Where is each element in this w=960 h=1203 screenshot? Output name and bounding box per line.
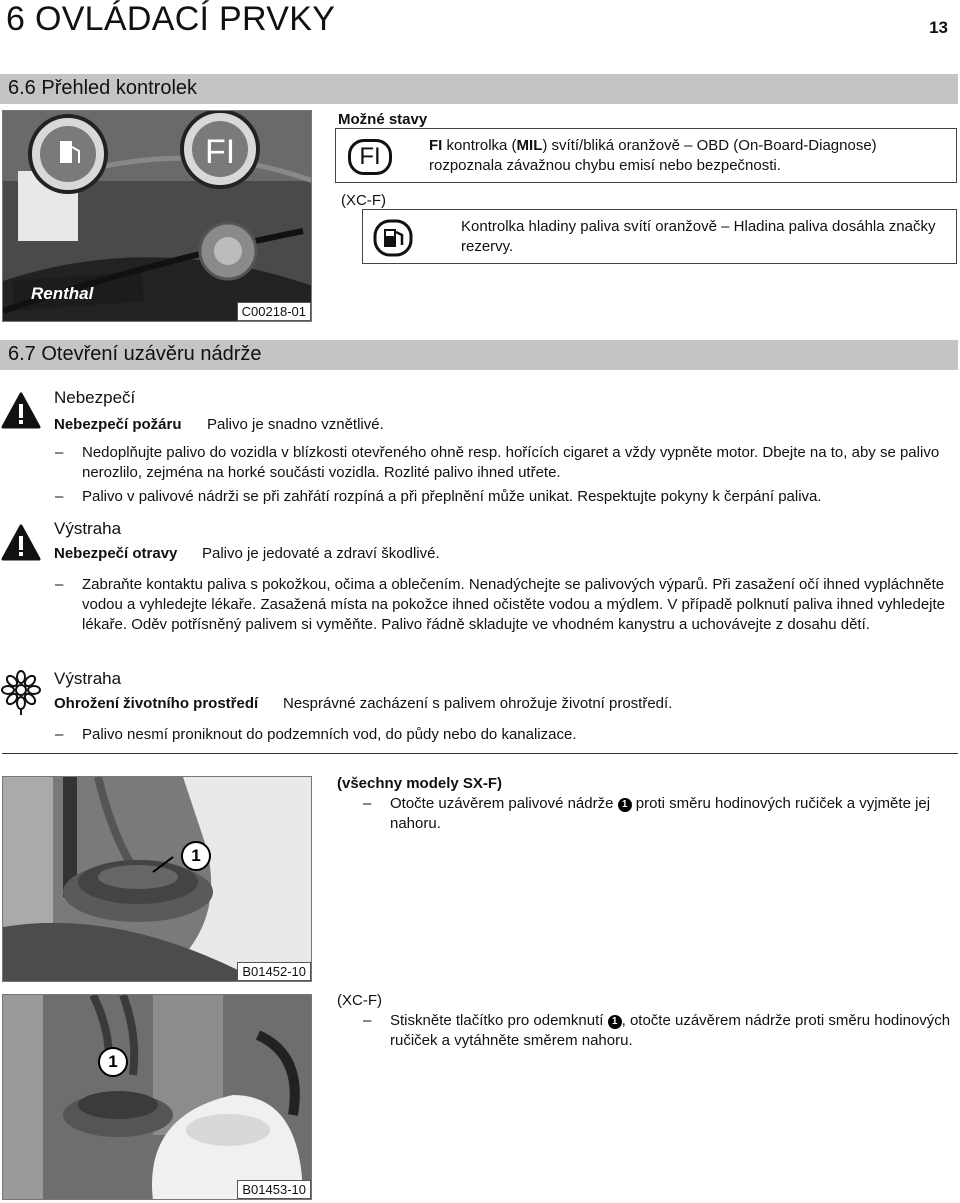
fi-state-text: FI kontrolka (MIL) svítí/bliká oranžově – OBD (On-Board-Diagnose) rozpoznala závažnou chybu emisí nebo bezpečnosti. [429, 137, 877, 174]
environment-warning-description: Nesprávné zacházení s palivem ohrožuje životní prostředí. [283, 695, 673, 712]
danger-label: Nebezpečí požáru [54, 416, 182, 433]
fuel-pump-icon [373, 219, 413, 257]
renthal-logo: Renthal [31, 284, 94, 303]
sxf-model-label: (všechny modely SX-F) [337, 775, 503, 792]
fi-photo-label: FI [205, 133, 236, 171]
callout-1-inline-xcf: 1 [608, 1015, 622, 1029]
chapter-title: 6 OVLÁDACÍ PRVKY [6, 0, 336, 38]
callout-1-xcf: 1 [98, 1047, 128, 1077]
callout-1-sxf: 1 [181, 841, 211, 871]
danger-item-2: – Palivo v palivové nádrži se při zahřátí rozpíná a při přeplnění může unikat. Respektujte pokyny k čerpání paliva. [55, 488, 822, 505]
fi-state-row [335, 128, 957, 183]
photo-id-b01452: B01452-10 [237, 962, 311, 981]
callout-1-inline-sxf: 1 [618, 798, 632, 812]
environment-warning-label: Ohrožení životního prostředí [54, 695, 259, 712]
sxf-step-item: – Otočte uzávěrem palivové nádrže 1 proti směru hodinových ručiček a vyjměte jej nahoru. [363, 795, 931, 832]
sxf-tank-cap-photo [2, 776, 312, 982]
xcf-tank-cap-photo [2, 994, 312, 1200]
divider [2, 753, 958, 754]
fuel-state-row [362, 209, 957, 264]
environment-warning-item-1: – Palivo nesmí proniknout do podzemních vod, do půdy nebo do kanalizace. [55, 726, 577, 743]
fuel-state-text: Kontrolka hladiny paliva svítí oranžově – Hladina paliva dosáhla značky rezervy. [461, 218, 936, 255]
xcf-model-label: (XC-F) [337, 992, 382, 1009]
section-title-6-6: 6.6 Přehled kontrolek [0, 74, 958, 104]
danger-item-1: – Nedoplňujte palivo do vozidla v blízkosti otevřeného ohně resp. hořících cigaret a vždy vypněte motor. Dbejte na to, aby se palivo nerozlilo, zejména na horké součásti vozidla. Rozlité palivo ihned utřete. [55, 444, 940, 481]
poison-warning-heading: Výstraha [54, 519, 122, 538]
poison-warning-description: Palivo je jedovaté a zdraví škodlivé. [202, 545, 440, 562]
section-title-6-7: 6.7 Otevření uzávěru nádrže [0, 340, 958, 370]
environment-flower-icon [0, 670, 42, 721]
poison-warning-triangle-icon [1, 524, 41, 567]
environment-warning-heading: Výstraha [54, 669, 122, 688]
fi-engine-light-icon: FI [348, 139, 392, 175]
photo-id-c00218: C00218-01 [237, 302, 311, 321]
poison-warning-item-1: – Zabraňte kontaktu paliva s pokožkou, očima a oblečením. Nenadýchejte se palivových výparů. Při zasažení očí ihned vypláchněte vodou a vyhledejte lékaře. Zasažená místa na pokožce ihned očistěte vodou a mýdlem. V případě polknutí paliva ihned vyhledejte lékaře. Oděv potřísněný palivem si vyměňte. Palivo řádně skladujte ve vhodném kanystru a uchovávejte z dosahu dětí. [55, 576, 946, 633]
indicator-lights-photo [2, 110, 312, 322]
danger-warning-triangle-icon [1, 392, 41, 435]
xcf-label: (XC-F) [341, 192, 386, 209]
possible-states-heading: Možné stavy [338, 111, 428, 128]
xcf-step-item: – Stiskněte tlačítko pro odemknutí 1 , otočte uzávěrem nádrže proti směru hodinových ručiček a vytáhněte směrem nahoru. [363, 1012, 951, 1049]
photo-id-b01453: B01453-10 [237, 1180, 311, 1199]
poison-warning-label: Nebezpečí otravy [54, 545, 178, 562]
page-number: 13 [929, 18, 948, 37]
danger-heading: Nebezpečí [54, 388, 136, 407]
danger-description: Palivo je snadno vznětlivé. [207, 416, 384, 433]
